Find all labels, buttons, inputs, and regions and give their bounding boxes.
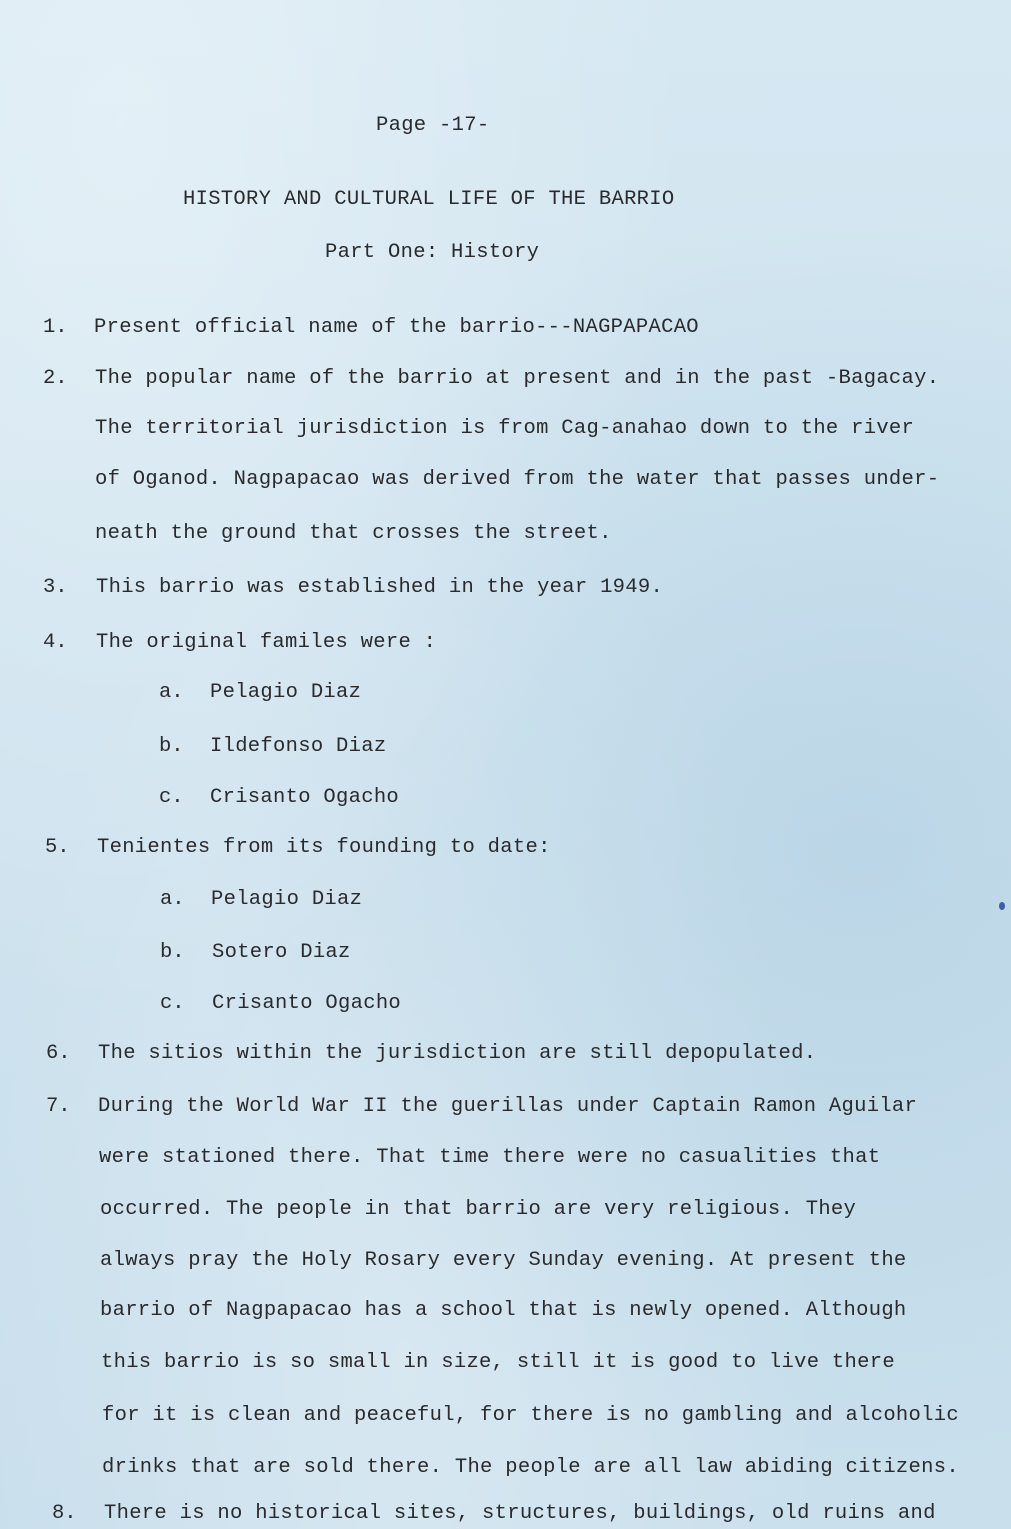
- item-line: The original familes were :: [96, 631, 437, 654]
- item-line: for it is clean and peaceful, for there is no gambling and alcoholic: [102, 1404, 959, 1427]
- item-number: 8.: [52, 1502, 77, 1525]
- sub-item-letter: c.: [160, 992, 185, 1015]
- item-line: During the World War II the guerillas under Captain Ramon Aguilar: [98, 1095, 918, 1118]
- sub-item-text: Crisanto Ogacho: [212, 992, 402, 1015]
- sub-item-letter: b.: [160, 941, 185, 964]
- item-line: Present official name of the barrio---NAGPAPACAO: [94, 316, 699, 339]
- sub-item-letter: c.: [159, 786, 184, 809]
- item-number: 1.: [43, 316, 68, 339]
- item-line: Tenientes from its founding to date:: [97, 836, 551, 859]
- item-line: This barrio was established in the year 1949.: [96, 576, 664, 599]
- item-line: this barrio is so small in size, still it is good to live there: [101, 1351, 895, 1374]
- item-number: 3.: [43, 576, 68, 599]
- item-line: The territorial jurisdiction is from Cag-anahao down to the river: [95, 417, 915, 440]
- sub-item-text: Sotero Diaz: [212, 941, 351, 964]
- sub-item-letter: a.: [160, 888, 185, 911]
- sub-item-letter: a.: [159, 681, 184, 704]
- sub-item-text: Pelagio Diaz: [211, 888, 363, 911]
- item-line: The sitios within the jurisdiction are still depopulated.: [98, 1042, 817, 1065]
- item-number: 6.: [46, 1042, 71, 1065]
- item-line: occurred. The people in that barrio are very religious. They: [100, 1198, 857, 1221]
- item-line: were stationed there. That time there were no casualities that: [99, 1146, 881, 1169]
- document-title: HISTORY AND CULTURAL LIFE OF THE BARRIO: [183, 188, 675, 211]
- page-number: Page -17-: [376, 114, 490, 137]
- item-number: 7.: [46, 1095, 71, 1118]
- item-line: There is no historical sites, structures, buildings, old ruins and: [104, 1502, 936, 1525]
- item-line: neath the ground that crosses the street.: [95, 522, 612, 545]
- item-line: of Oganod. Nagpapacao was derived from the water that passes under-: [95, 468, 940, 491]
- item-number: 2.: [43, 367, 68, 390]
- sub-item-letter: b.: [159, 735, 184, 758]
- document-subtitle: Part One: History: [325, 241, 540, 264]
- sub-item-text: Pelagio Diaz: [210, 681, 362, 704]
- item-line: drinks that are sold there. The people are all law abiding citizens.: [102, 1456, 959, 1479]
- item-line: always pray the Holy Rosary every Sunday evening. At present the: [100, 1249, 907, 1272]
- item-number: 5.: [45, 836, 70, 859]
- sub-item-text: Ildefonso Diaz: [210, 735, 387, 758]
- sub-item-text: Crisanto Ogacho: [210, 786, 400, 809]
- item-line: The popular name of the barrio at present and in the past -Bagacay.: [95, 367, 940, 390]
- item-number: 4.: [43, 631, 68, 654]
- ink-spot: [999, 902, 1005, 910]
- item-line: barrio of Nagpapacao has a school that is newly opened. Although: [100, 1299, 907, 1322]
